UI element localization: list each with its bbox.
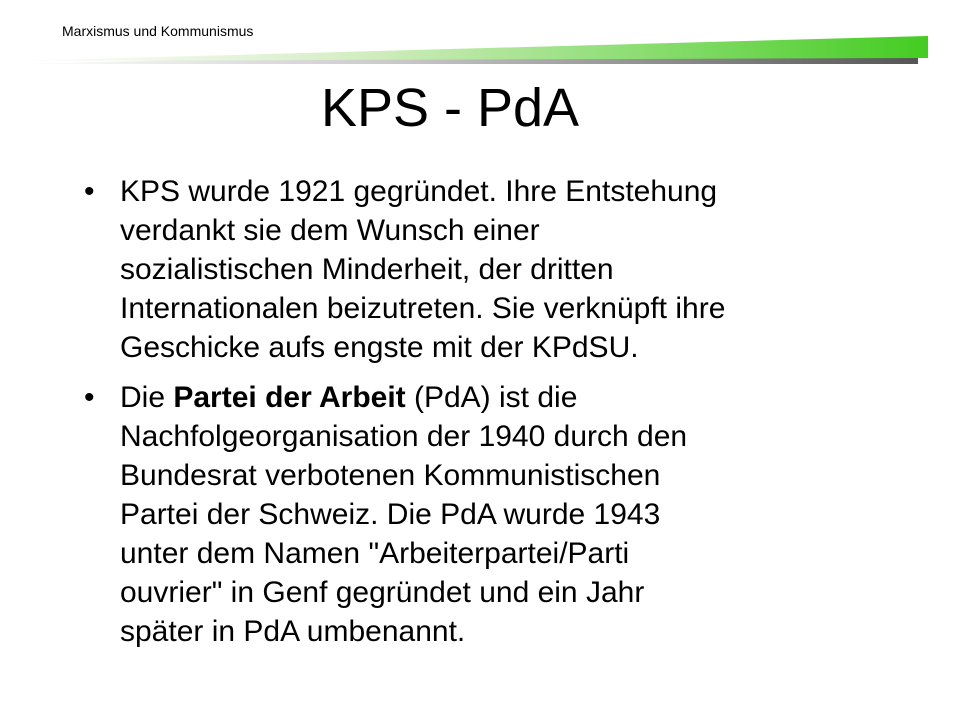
bullet-line: Bundesrat verbotenen Kommunistischen <box>120 459 661 492</box>
bullet-line: KPS wurde 1921 gegründet. Ihre Entstehung <box>120 175 718 208</box>
text-segment: Die <box>120 381 174 414</box>
bullet-line: Internationalen beizutreten. Sie verknüpft ihre <box>120 292 726 325</box>
bullet-line: Partei der Schweiz. Die PdA wurde 1943 <box>120 498 661 531</box>
header-accent-bar <box>0 34 960 68</box>
slide-title: KPS - PdA <box>320 78 580 138</box>
bullet-marker: • <box>84 175 95 208</box>
bullet-item-kps <box>80 172 880 367</box>
bullet-line: ouvrier" in Genf gegründet und ein Jahr <box>120 576 645 609</box>
bullet-list <box>80 172 880 662</box>
bold-term: Partei der Arbeit <box>173 381 406 414</box>
bullet-line: verdankt sie dem Wunsch einer <box>120 214 540 247</box>
header-bar-green <box>10 36 928 61</box>
bullet-line: Nachfolgeorganisation der 1940 durch den <box>120 420 688 453</box>
bullet-marker: • <box>84 381 95 414</box>
bullet-line: später in PdA umbenannt. <box>120 615 466 648</box>
bullet-item-pda <box>80 378 880 651</box>
bullet-line: unter dem Namen "Arbeiterpartei/Parti <box>120 537 630 570</box>
bullet-line: sozialistischen Minderheit, der dritten <box>120 253 614 286</box>
header-caption: Marxismus und Kommunismus <box>62 23 254 39</box>
bullet-line <box>120 378 880 417</box>
text-segment: (PdA) ist die <box>405 381 578 414</box>
bullet-line: Geschicke aufs engste mit der KPdSU. <box>120 331 639 364</box>
